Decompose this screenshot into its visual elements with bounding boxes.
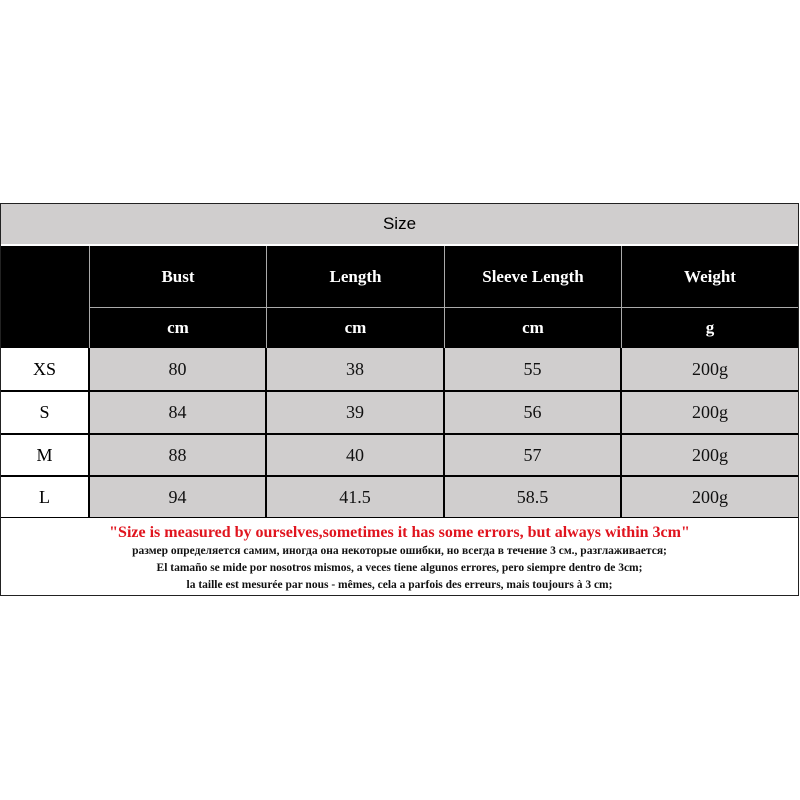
size-label: M [1,435,90,475]
length-value: 40 [267,435,445,475]
bust-value: 94 [90,477,267,517]
size-label: S [1,392,90,433]
header-sleeve-length: Sleeve Length [482,266,584,286]
sleeve-length-value: 56 [445,392,622,433]
size-chart-table [0,203,799,596]
unit-bust: cm [167,318,189,337]
header-block [1,246,798,348]
header-length: Length [329,266,382,286]
sleeve-length-value: 55 [445,348,622,390]
unit-length: cm [344,318,367,337]
table-row [1,435,798,475]
note-russian: размер определяется самим, иногда она некоторые ошибки, но всегда в течение 3 см., разглаживается; [132,545,667,557]
length-value: 41.5 [267,477,445,517]
unit-sleeve-length: cm [522,318,544,337]
size-label: XS [1,348,90,390]
length-value: 38 [267,348,445,390]
bust-value: 80 [90,348,267,390]
size-title: Size [382,214,417,233]
length-value: 39 [267,392,445,433]
header-weight: Weight [684,266,736,286]
header-bust: Bust [161,266,195,286]
weight-value: 200g [622,348,798,390]
weight-value: 200g [622,477,798,517]
size-label: L [1,477,90,517]
measurement-note [1,518,798,595]
note-spanish: El tamaño se mide por nosotros mismos, a veces tiene algunos errores, pero siempre dentro de 3cm; [156,562,643,574]
bust-value: 84 [90,392,267,433]
table-row [1,348,798,390]
note-english: "Size is measured by ourselves,sometimes it has some errors, but always within 3cm" [109,524,690,541]
sleeve-length-value: 57 [445,435,622,475]
sleeve-length-value: 58.5 [445,477,622,517]
table-row [1,392,798,433]
size-title-row [1,204,798,246]
weight-value: 200g [622,435,798,475]
note-french: la taille est mesurée par nous - mêmes, cela a parfois des erreurs, mais toujours à 3 cm; [186,579,613,591]
table-row [1,477,798,517]
unit-weight: g [705,318,715,337]
bust-value: 88 [90,435,267,475]
weight-value: 200g [622,392,798,433]
